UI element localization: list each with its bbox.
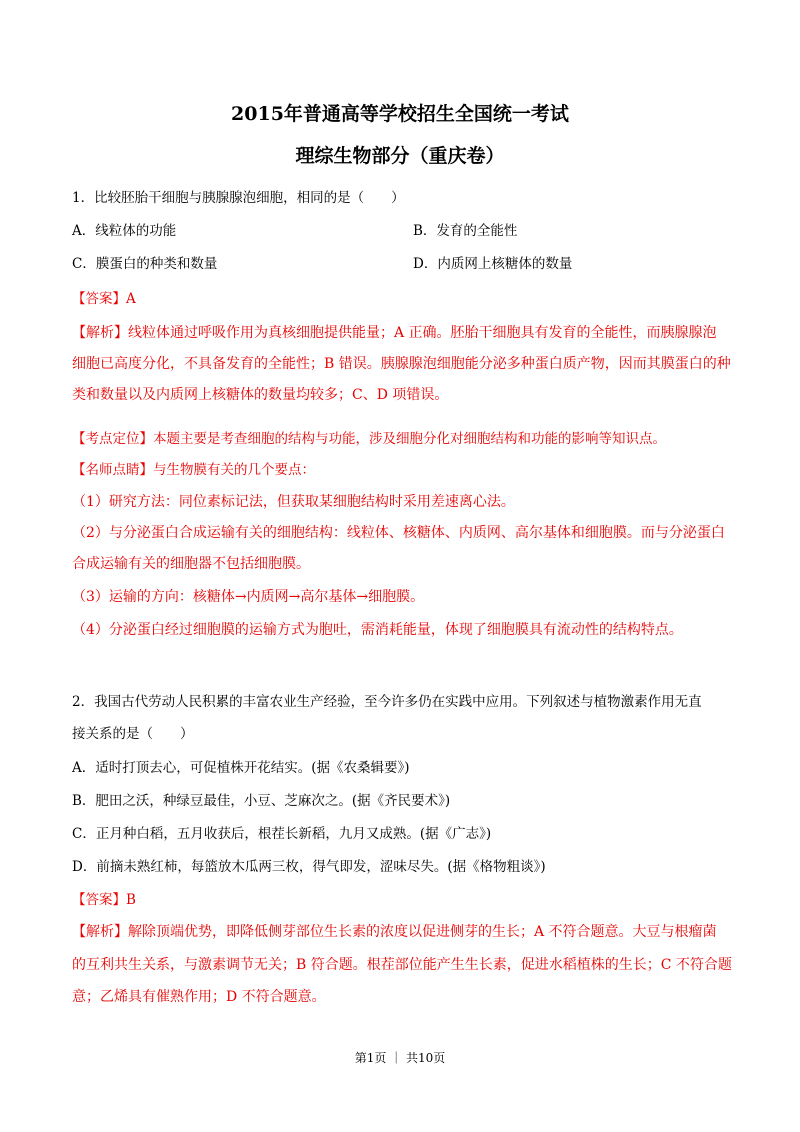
question-1-point: （4）分泌蛋白经过细胞膜的运输方式为胞吐，需消耗能量，体现了细胞膜具有流动性的结构特点。 <box>72 622 683 638</box>
question-2-answer: 【答案】B <box>72 892 136 908</box>
question-1-analysis-line: 类和数量以及内质网上核糖体的数量均较多；C、D 项错误。 <box>72 387 449 403</box>
question-2-option-c: C．正月种白稻，五月收获后，根茬长新稻，九月又成熟。(据《广志》) <box>72 826 492 842</box>
question-1-option-a: A．线粒体的功能 <box>72 223 177 239</box>
question-1-point: （2）与分泌蛋白合成运输有关的细胞结构：线粒体、核糖体、内质网、高尔基体和细胞膜。而与分泌蛋白 <box>72 525 725 541</box>
question-1-point: 合成运输有关的细胞器不包括细胞膜。 <box>72 556 310 572</box>
question-1-analysis-line: 【解析】线粒体通过呼吸作用为真核细胞提供能量；A 正确。胚胎干细胞具有发育的全能性，而胰腺腺泡 <box>72 325 717 341</box>
question-2-analysis-line: 的互利共生关系，与激素调节无关；B 符合题。根茬部位能产生生长素，促进水稻植株的生长；C 不符合题 <box>72 957 732 973</box>
question-1-option-b: B．发育的全能性 <box>413 223 518 239</box>
question-2-stem-line: 接关系的是（ ） <box>72 726 194 742</box>
page-subtitle: 理综生物部分（重庆卷） <box>295 145 505 167</box>
page-title: 2015年普通高等学校招生全国统一考试 <box>231 103 569 125</box>
question-1-analysis-line: 细胞已高度分化，不具备发育的全能性；B 错误。胰腺腺泡细胞能分泌多种蛋白质产物，因而其膜蛋白的种 <box>72 356 731 372</box>
question-2-stem-line: 2．我国古代劳动人民积累的丰富农业生产经验，至今许多仍在实践中应用。下列叙述与植物激素作用无直 <box>72 694 702 710</box>
question-1-mingshi: 【名师点睛】与生物膜有关的几个要点： <box>72 462 315 478</box>
question-2-option-b: B．肥田之沃，种绿豆最佳，小豆、芝麻次之。(据《齐民要术》) <box>72 793 451 809</box>
question-1-answer: 【答案】A <box>72 291 136 307</box>
question-2-analysis-line: 意；乙烯具有催熟作用；D 不符合题意。 <box>72 989 326 1005</box>
question-1-kaodian: 【考点定位】本题主要是考查细胞的结构与功能，涉及细胞分化对细胞结构和功能的影响等知识点。 <box>72 431 666 447</box>
question-1-stem: 1．比较胚胎干细胞与胰腺腺泡细胞，相同的是（ ） <box>72 190 405 206</box>
question-2-option-a: A．适时打顶去心，可促植株开花结实。(据《农桑辑要》) <box>72 760 410 776</box>
question-2-analysis-line: 【解析】解除顶端优势，即降低侧芽部位生长素的浓度以促进侧芽的生长；A 不符合题意。大豆与根瘤菌 <box>72 924 717 940</box>
page-footer: 第1页 ｜ 共10页 <box>354 1051 446 1065</box>
question-1-point: （1）研究方法：同位素标记法，但获取某细胞结构时采用差速离心法。 <box>72 494 515 510</box>
question-1-point: （3）运输的方向：核糖体→内质网→高尔基体→细胞膜。 <box>72 589 425 605</box>
question-1-option-c: C．膜蛋白的种类和数量 <box>72 256 218 272</box>
question-2-option-d: D．前摘未熟红柿，每篮放木瓜两三枚，得气即发，涩味尽失。(据《格物粗谈》) <box>72 859 546 875</box>
question-1-option-d: D．内质网上核糖体的数量 <box>413 256 573 272</box>
